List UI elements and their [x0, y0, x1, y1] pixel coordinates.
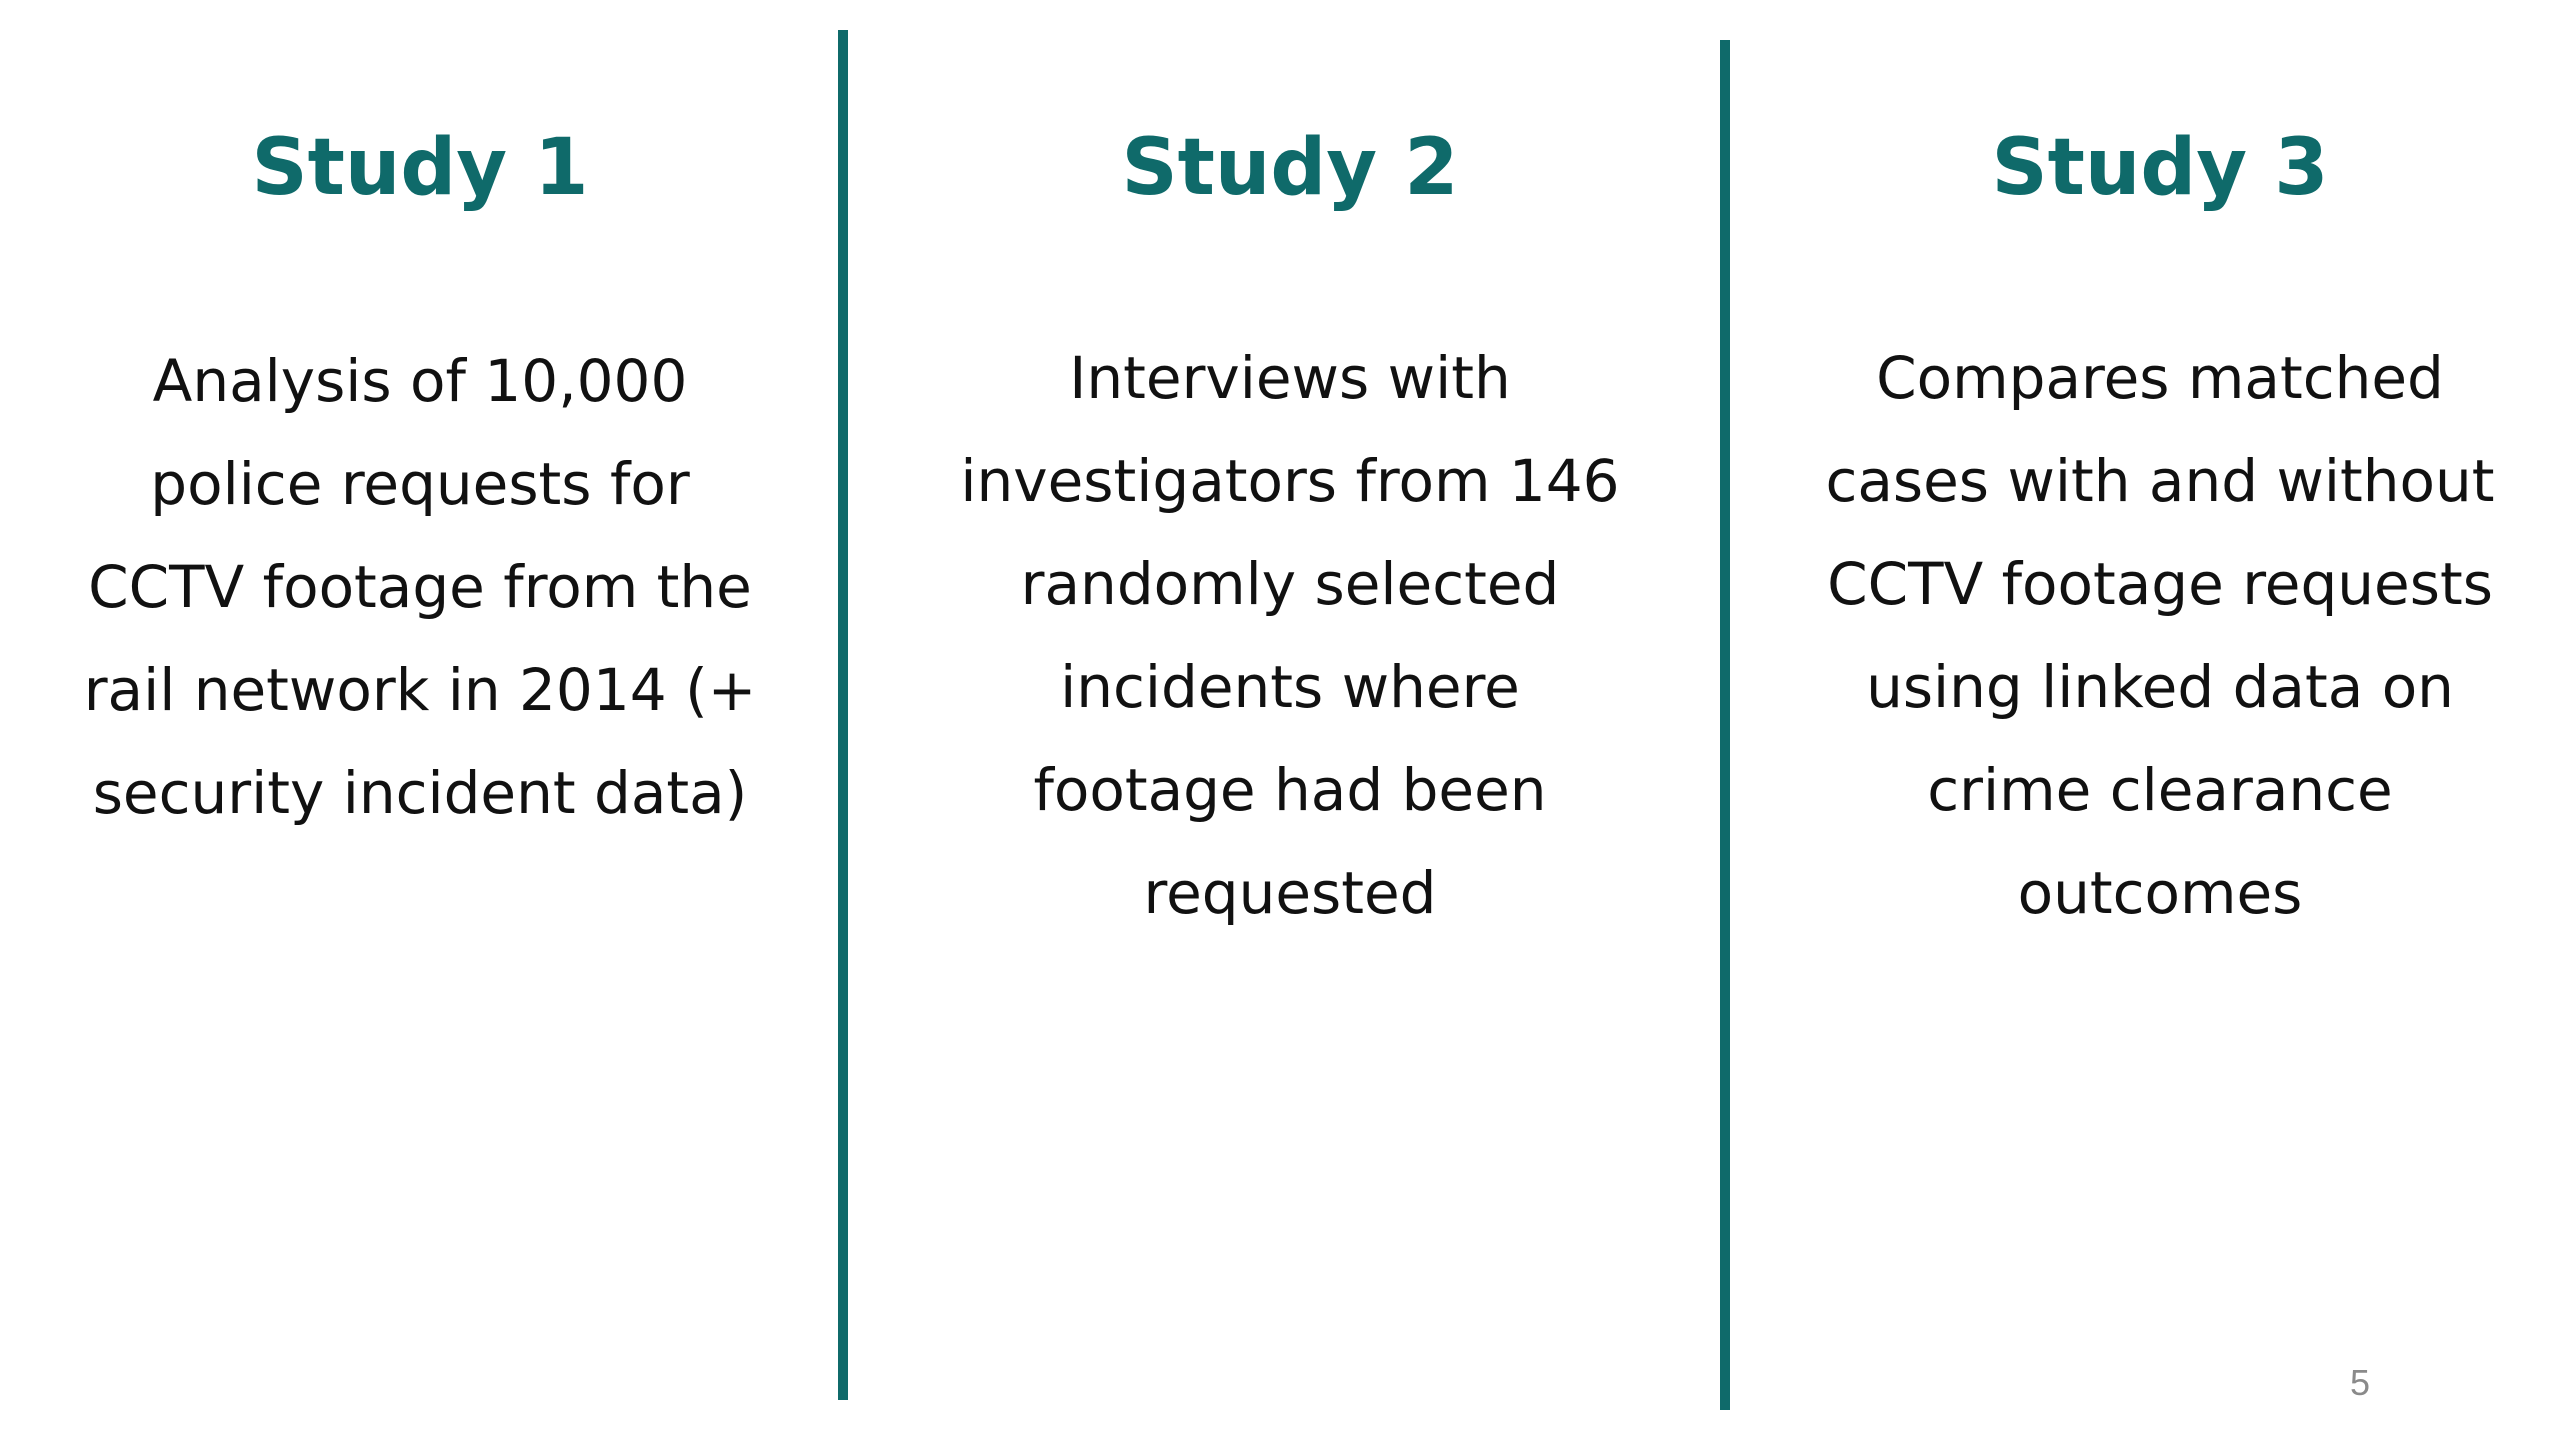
study-2-line: footage had been: [1033, 756, 1547, 824]
study-3-title: Study 3: [1991, 123, 2329, 213]
page-number: 5: [2349, 1362, 2371, 1403]
study-2-line: Interviews with: [1069, 344, 1511, 412]
column-divider: [838, 30, 848, 1400]
study-3-line: Compares matched: [1876, 344, 2444, 412]
study-3-line: CCTV footage requests: [1827, 550, 2493, 618]
study-2-line: randomly selected: [1020, 550, 1560, 618]
study-3-line: cases with and without: [1825, 447, 2495, 515]
study-2-column: [880, 0, 1700, 1440]
study-3-line: outcomes: [2017, 859, 2303, 927]
study-2-line: requested: [1143, 859, 1437, 927]
study-1-line: CCTV footage from the: [88, 553, 752, 621]
study-1-column: [40, 0, 800, 1440]
study-1-line: Analysis of 10,000: [152, 347, 688, 415]
study-2-title: Study 2: [1121, 123, 1459, 213]
study-1-line: security incident data): [92, 759, 748, 827]
study-1-description: [40, 330, 800, 845]
study-3-description: [1750, 327, 2560, 945]
study-2-line: investigators from 146: [960, 447, 1620, 515]
study-3-column: [1750, 0, 2560, 1440]
study-2-description: [880, 327, 1700, 945]
study-1-line: police requests for: [150, 450, 690, 518]
study-1-title: Study 1: [251, 123, 589, 213]
study-3-line: using linked data on: [1866, 653, 2454, 721]
study-3-line: crime clearance: [1927, 756, 2393, 824]
column-divider: [1720, 40, 1730, 1410]
study-2-line: incidents where: [1060, 653, 1520, 721]
study-1-line: rail network in 2014 (+: [83, 656, 757, 724]
